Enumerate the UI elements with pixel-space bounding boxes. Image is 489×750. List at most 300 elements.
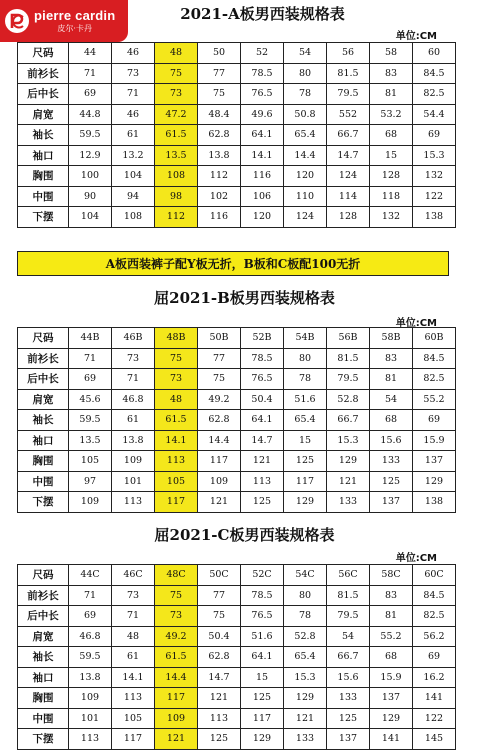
measurement-cell: 62.8: [198, 647, 241, 668]
size-header-cell: 52B: [241, 328, 284, 349]
measurement-cell: 54: [327, 626, 370, 647]
row-label: 后中长: [18, 84, 69, 105]
measurement-cell: 78.5: [241, 348, 284, 369]
size-header-cell: 58B: [370, 328, 413, 349]
measurement-cell: 15.3: [413, 145, 456, 166]
row-label: 中围: [18, 186, 69, 207]
measurement-cell: 75: [155, 63, 198, 84]
measurement-cell: 84.5: [413, 348, 456, 369]
row-label: 肩宽: [18, 626, 69, 647]
measurement-cell: 59.5: [69, 647, 112, 668]
measurement-cell: 69: [413, 647, 456, 668]
measurement-cell: 108: [112, 207, 155, 228]
table-b-unit: 单位:CM: [395, 318, 437, 329]
row-label: 袖口: [18, 430, 69, 451]
measurement-cell: 79.5: [327, 606, 370, 627]
size-header-cell: 44B: [69, 328, 112, 349]
measurement-cell: 49.6: [241, 104, 284, 125]
table-row: [18, 63, 456, 84]
measurement-cell: 117: [198, 451, 241, 472]
size-header-cell: 54: [284, 43, 327, 64]
measurement-cell: 73: [155, 369, 198, 390]
measurement-cell: 61: [112, 647, 155, 668]
table-c-unit: 单位:CM: [395, 553, 437, 564]
table-row: [18, 492, 456, 513]
table-row: [18, 667, 456, 688]
size-table-b: [17, 327, 456, 513]
row-label: 袖口: [18, 145, 69, 166]
measurement-cell: 118: [370, 186, 413, 207]
measurement-cell: 145: [413, 729, 456, 750]
measurement-cell: 137: [370, 492, 413, 513]
measurement-cell: 82.5: [413, 369, 456, 390]
row-label: 下摆: [18, 729, 69, 750]
measurement-cell: 68: [370, 647, 413, 668]
measurement-cell: 125: [241, 688, 284, 709]
measurement-cell: 76.5: [241, 84, 284, 105]
table-a-unit: 单位:CM: [395, 31, 437, 42]
measurement-cell: 14.4: [198, 430, 241, 451]
table-c-title: 屈2021-C板男西装规格表: [154, 526, 335, 544]
measurement-cell: 105: [69, 451, 112, 472]
size-header-cell: 56B: [327, 328, 370, 349]
table-row: [18, 104, 456, 125]
measurement-cell: 65.4: [284, 647, 327, 668]
measurement-cell: 114: [327, 186, 370, 207]
table-row: [18, 84, 456, 105]
measurement-cell: 79.5: [327, 84, 370, 105]
measurement-cell: 84.5: [413, 585, 456, 606]
measurement-cell: 128: [370, 166, 413, 187]
measurement-cell: 108: [155, 166, 198, 187]
table-row: [18, 389, 456, 410]
size-header-cell: 46C: [112, 565, 155, 586]
measurement-cell: 46: [112, 104, 155, 125]
measurement-cell: 66.7: [327, 647, 370, 668]
measurement-cell: 109: [112, 451, 155, 472]
measurement-cell: 50.8: [284, 104, 327, 125]
measurement-cell: 73: [155, 84, 198, 105]
measurement-cell: 112: [155, 207, 198, 228]
measurement-cell: 113: [69, 729, 112, 750]
row-label: 后中长: [18, 606, 69, 627]
row-label: 袖口: [18, 667, 69, 688]
row-label: 尺码: [18, 328, 69, 349]
measurement-cell: 112: [198, 166, 241, 187]
measurement-cell: 117: [241, 708, 284, 729]
measurement-cell: 94: [112, 186, 155, 207]
measurement-cell: 129: [413, 471, 456, 492]
measurement-cell: 133: [327, 492, 370, 513]
size-header-cell: 56C: [327, 565, 370, 586]
measurement-cell: 73: [112, 348, 155, 369]
measurement-cell: 129: [284, 492, 327, 513]
table-row: [18, 606, 456, 627]
measurement-cell: 116: [198, 207, 241, 228]
size-header-cell: 46B: [112, 328, 155, 349]
size-header-cell: 60B: [413, 328, 456, 349]
measurement-cell: 81: [370, 606, 413, 627]
table-row: [18, 43, 456, 64]
table-row: [18, 471, 456, 492]
measurement-cell: 51.6: [241, 626, 284, 647]
measurement-cell: 14.7: [327, 145, 370, 166]
row-label: 前衫长: [18, 348, 69, 369]
measurement-cell: 73: [112, 585, 155, 606]
measurement-cell: 106: [241, 186, 284, 207]
measurement-cell: 77: [198, 585, 241, 606]
measurement-cell: 15.3: [284, 667, 327, 688]
measurement-cell: 133: [370, 451, 413, 472]
size-header-cell: 58: [370, 43, 413, 64]
measurement-cell: 52.8: [327, 389, 370, 410]
measurement-cell: 48: [155, 389, 198, 410]
measurement-cell: 113: [112, 688, 155, 709]
table-row: [18, 688, 456, 709]
table-row: [18, 626, 456, 647]
measurement-cell: 117: [155, 688, 198, 709]
table-row: [18, 207, 456, 228]
measurement-cell: 46.8: [69, 626, 112, 647]
measurement-cell: 44.8: [69, 104, 112, 125]
measurement-cell: 78.5: [241, 585, 284, 606]
measurement-cell: 125: [327, 708, 370, 729]
measurement-cell: 125: [284, 451, 327, 472]
measurement-cell: 80: [284, 63, 327, 84]
measurement-cell: 132: [370, 207, 413, 228]
measurement-cell: 101: [69, 708, 112, 729]
measurement-cell: 56.2: [413, 626, 456, 647]
measurement-cell: 121: [284, 708, 327, 729]
row-label: 前衫长: [18, 585, 69, 606]
size-header-cell: 60: [413, 43, 456, 64]
measurement-cell: 129: [284, 688, 327, 709]
measurement-cell: 66.7: [327, 410, 370, 431]
measurement-cell: 125: [241, 492, 284, 513]
row-label: 肩宽: [18, 104, 69, 125]
measurement-cell: 129: [241, 729, 284, 750]
measurement-cell: 71: [112, 606, 155, 627]
measurement-cell: 52.8: [284, 626, 327, 647]
measurement-cell: 133: [284, 729, 327, 750]
measurement-cell: 77: [198, 348, 241, 369]
measurement-cell: 78: [284, 84, 327, 105]
measurement-cell: 14.4: [284, 145, 327, 166]
measurement-cell: 64.1: [241, 125, 284, 146]
measurement-cell: 14.4: [155, 667, 198, 688]
measurement-cell: 14.7: [198, 667, 241, 688]
measurement-cell: 125: [198, 729, 241, 750]
measurement-cell: 80: [284, 585, 327, 606]
measurement-cell: 64.1: [241, 647, 284, 668]
measurement-cell: 113: [198, 708, 241, 729]
measurement-cell: 69: [69, 606, 112, 627]
measurement-cell: 69: [69, 369, 112, 390]
measurement-cell: 64.1: [241, 410, 284, 431]
measurement-cell: 13.8: [112, 430, 155, 451]
measurement-cell: 50.4: [241, 389, 284, 410]
measurement-cell: 14.7: [241, 430, 284, 451]
size-header-cell: 48C: [155, 565, 198, 586]
measurement-cell: 75: [198, 606, 241, 627]
measurement-cell: 82.5: [413, 84, 456, 105]
size-header-cell: 48: [155, 43, 198, 64]
measurement-cell: 79.5: [327, 369, 370, 390]
measurement-cell: 15.9: [413, 430, 456, 451]
measurement-cell: 81: [370, 84, 413, 105]
size-header-cell: 54C: [284, 565, 327, 586]
measurement-cell: 97: [69, 471, 112, 492]
measurement-cell: 82.5: [413, 606, 456, 627]
size-header-cell: 50C: [198, 565, 241, 586]
measurement-cell: 113: [155, 451, 198, 472]
measurement-cell: 137: [370, 688, 413, 709]
measurement-cell: 83: [370, 585, 413, 606]
table-row: [18, 585, 456, 606]
measurement-cell: 78.5: [241, 63, 284, 84]
measurement-cell: 14.1: [241, 145, 284, 166]
table-row: [18, 565, 456, 586]
table-row: [18, 328, 456, 349]
measurement-cell: 55.2: [413, 389, 456, 410]
row-label: 下摆: [18, 207, 69, 228]
measurement-cell: 12.9: [69, 145, 112, 166]
measurement-cell: 15: [241, 667, 284, 688]
measurement-cell: 61.5: [155, 647, 198, 668]
measurement-cell: 48.4: [198, 104, 241, 125]
measurement-cell: 73: [155, 606, 198, 627]
measurement-cell: 49.2: [155, 626, 198, 647]
measurement-cell: 69: [69, 84, 112, 105]
size-header-cell: 46: [112, 43, 155, 64]
table-row: [18, 410, 456, 431]
measurement-cell: 137: [413, 451, 456, 472]
measurement-cell: 84.5: [413, 63, 456, 84]
measurement-cell: 65.4: [284, 410, 327, 431]
size-header-cell: 50B: [198, 328, 241, 349]
row-label: 后中长: [18, 369, 69, 390]
measurement-cell: 552: [327, 104, 370, 125]
measurement-cell: 141: [413, 688, 456, 709]
measurement-cell: 54: [370, 389, 413, 410]
measurement-cell: 75: [198, 369, 241, 390]
measurement-cell: 129: [327, 451, 370, 472]
measurement-cell: 15.9: [370, 667, 413, 688]
table-row: [18, 145, 456, 166]
measurement-cell: 15.6: [327, 667, 370, 688]
measurement-cell: 105: [155, 471, 198, 492]
measurement-cell: 125: [370, 471, 413, 492]
row-label: 胸围: [18, 688, 69, 709]
brand-name: pierre cardin: [34, 8, 116, 23]
measurement-cell: 62.8: [198, 410, 241, 431]
measurement-cell: 128: [327, 207, 370, 228]
measurement-cell: 122: [413, 708, 456, 729]
measurement-cell: 121: [327, 471, 370, 492]
measurement-cell: 75: [155, 348, 198, 369]
measurement-cell: 48: [112, 626, 155, 647]
measurement-cell: 116: [241, 166, 284, 187]
row-label: 下摆: [18, 492, 69, 513]
row-label: 尺码: [18, 43, 69, 64]
row-label: 尺码: [18, 565, 69, 586]
measurement-cell: 73: [112, 63, 155, 84]
size-header-cell: 44C: [69, 565, 112, 586]
measurement-cell: 61.5: [155, 125, 198, 146]
size-header-cell: 54B: [284, 328, 327, 349]
pairing-note-banner: A板西装裤子配Y板无折，B板和C板配100无折: [17, 251, 449, 276]
measurement-cell: 75: [198, 84, 241, 105]
measurement-cell: 121: [241, 451, 284, 472]
measurement-cell: 109: [69, 688, 112, 709]
row-label: 前衫长: [18, 63, 69, 84]
size-header-cell: 52: [241, 43, 284, 64]
measurement-cell: 76.5: [241, 369, 284, 390]
measurement-cell: 69: [413, 410, 456, 431]
measurement-cell: 49.2: [198, 389, 241, 410]
table-row: [18, 430, 456, 451]
measurement-cell: 14.1: [155, 430, 198, 451]
measurement-cell: 81.5: [327, 63, 370, 84]
measurement-cell: 50.4: [198, 626, 241, 647]
measurement-cell: 53.2: [370, 104, 413, 125]
measurement-cell: 16.2: [413, 667, 456, 688]
measurement-cell: 15: [284, 430, 327, 451]
measurement-cell: 100: [69, 166, 112, 187]
measurement-cell: 75: [155, 585, 198, 606]
measurement-cell: 78: [284, 606, 327, 627]
measurement-cell: 13.5: [69, 430, 112, 451]
row-label: 胸围: [18, 451, 69, 472]
measurement-cell: 104: [69, 207, 112, 228]
measurement-cell: 102: [198, 186, 241, 207]
measurement-cell: 138: [413, 492, 456, 513]
measurement-cell: 121: [198, 688, 241, 709]
measurement-cell: 71: [69, 63, 112, 84]
measurement-cell: 66.7: [327, 125, 370, 146]
measurement-cell: 101: [112, 471, 155, 492]
measurement-cell: 15: [370, 145, 413, 166]
measurement-cell: 132: [413, 166, 456, 187]
measurement-cell: 129: [370, 708, 413, 729]
measurement-cell: 83: [370, 348, 413, 369]
measurement-cell: 104: [112, 166, 155, 187]
table-row: [18, 369, 456, 390]
measurement-cell: 110: [284, 186, 327, 207]
measurement-cell: 54.4: [413, 104, 456, 125]
table-row: [18, 729, 456, 750]
measurement-cell: 71: [69, 585, 112, 606]
size-header-cell: 60C: [413, 565, 456, 586]
measurement-cell: 120: [241, 207, 284, 228]
size-header-cell: 50: [198, 43, 241, 64]
measurement-cell: 137: [327, 729, 370, 750]
measurement-cell: 71: [112, 369, 155, 390]
measurement-cell: 69: [413, 125, 456, 146]
measurement-cell: 61: [112, 125, 155, 146]
measurement-cell: 51.6: [284, 389, 327, 410]
size-header-cell: 52C: [241, 565, 284, 586]
brand-logo: [0, 0, 128, 42]
measurement-cell: 13.5: [155, 145, 198, 166]
table-b-title: 屈2021-B板男西装规格表: [154, 289, 335, 307]
measurement-cell: 46.8: [112, 389, 155, 410]
measurement-cell: 81.5: [327, 585, 370, 606]
measurement-cell: 13.8: [198, 145, 241, 166]
measurement-cell: 62.8: [198, 125, 241, 146]
table-row: [18, 647, 456, 668]
measurement-cell: 105: [112, 708, 155, 729]
row-label: 肩宽: [18, 389, 69, 410]
measurement-cell: 138: [413, 207, 456, 228]
size-header-cell: 48B: [155, 328, 198, 349]
measurement-cell: 109: [69, 492, 112, 513]
measurement-cell: 59.5: [69, 125, 112, 146]
measurement-cell: 61: [112, 410, 155, 431]
measurement-cell: 121: [155, 729, 198, 750]
table-row: [18, 125, 456, 146]
size-table-a: [17, 42, 456, 228]
measurement-cell: 81.5: [327, 348, 370, 369]
table-a-title: 2021-A板男西装规格表: [180, 5, 345, 23]
measurement-cell: 113: [241, 471, 284, 492]
measurement-cell: 113: [112, 492, 155, 513]
measurement-cell: 109: [198, 471, 241, 492]
measurement-cell: 121: [198, 492, 241, 513]
measurement-cell: 14.1: [112, 667, 155, 688]
measurement-cell: 124: [327, 166, 370, 187]
measurement-cell: 133: [327, 688, 370, 709]
measurement-cell: 71: [69, 348, 112, 369]
measurement-cell: 68: [370, 125, 413, 146]
measurement-cell: 76.5: [241, 606, 284, 627]
row-label: 袖长: [18, 410, 69, 431]
measurement-cell: 117: [112, 729, 155, 750]
table-row: [18, 186, 456, 207]
measurement-cell: 65.4: [284, 125, 327, 146]
measurement-cell: 61.5: [155, 410, 198, 431]
measurement-cell: 98: [155, 186, 198, 207]
measurement-cell: 83: [370, 63, 413, 84]
row-label: 中围: [18, 471, 69, 492]
row-label: 袖长: [18, 125, 69, 146]
pierre-cardin-logo-icon: [4, 8, 30, 34]
size-header-cell: 58C: [370, 565, 413, 586]
table-row: [18, 348, 456, 369]
row-label: 胸围: [18, 166, 69, 187]
row-label: 中围: [18, 708, 69, 729]
table-row: [18, 451, 456, 472]
measurement-cell: 81: [370, 369, 413, 390]
measurement-cell: 15.6: [370, 430, 413, 451]
measurement-cell: 71: [112, 84, 155, 105]
measurement-cell: 55.2: [370, 626, 413, 647]
measurement-cell: 13.2: [112, 145, 155, 166]
measurement-cell: 59.5: [69, 410, 112, 431]
measurement-cell: 13.8: [69, 667, 112, 688]
measurement-cell: 15.3: [327, 430, 370, 451]
brand-subtitle: 皮尔·卡丹: [57, 24, 92, 33]
measurement-cell: 109: [155, 708, 198, 729]
measurement-cell: 45.6: [69, 389, 112, 410]
measurement-cell: 80: [284, 348, 327, 369]
measurement-cell: 47.2: [155, 104, 198, 125]
measurement-cell: 78: [284, 369, 327, 390]
measurement-cell: 117: [155, 492, 198, 513]
size-header-cell: 56: [327, 43, 370, 64]
table-row: [18, 166, 456, 187]
row-label: 袖长: [18, 647, 69, 668]
